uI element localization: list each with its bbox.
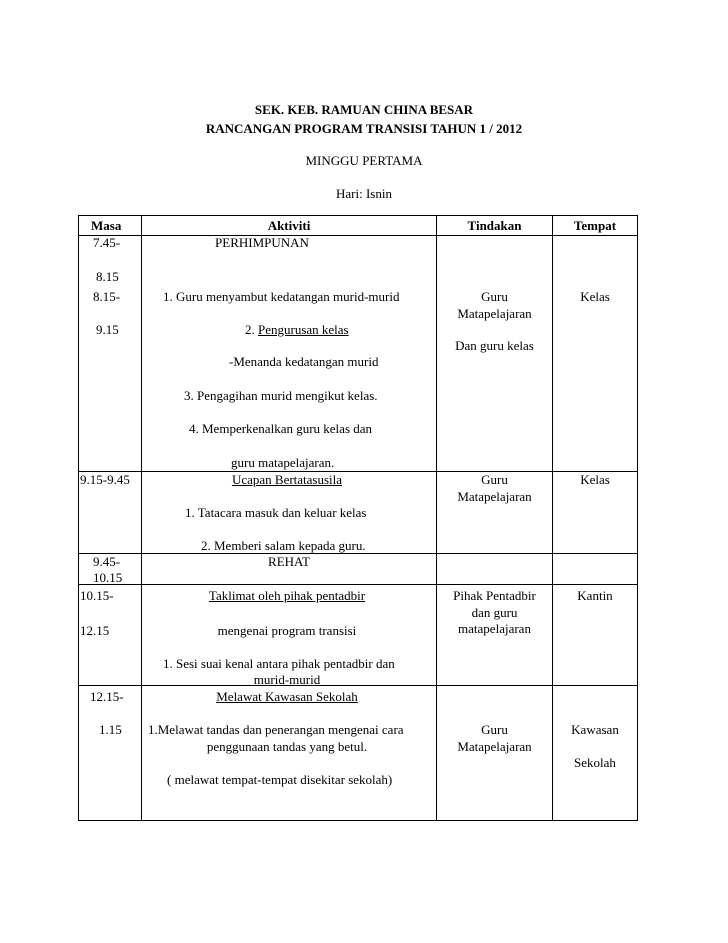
masa-start: 12.15- xyxy=(90,689,124,704)
masa-start: 8.15- xyxy=(93,289,121,304)
activity-line: 1. Guru menyambut kedatangan murid-murid xyxy=(163,289,400,304)
tempat-line: Kelas xyxy=(580,289,610,304)
tindakan-line: Matapelajaran xyxy=(457,306,532,321)
activity-line xyxy=(245,322,349,338)
masa-end: 9.15 xyxy=(96,322,119,337)
activity-heading: Melawat Kawasan Sekolah xyxy=(216,689,358,704)
masa-start: 9.45- xyxy=(93,554,121,569)
column-header-aktiviti: Aktiviti xyxy=(267,218,311,233)
activity-line: 4. Memperkenalkan guru kelas dan xyxy=(189,421,373,436)
activity-line: 1. Sesi suai kenal antara pihak pentadbir dan xyxy=(163,656,395,671)
tindakan-line: Guru xyxy=(481,722,508,737)
table-border-left xyxy=(78,215,79,821)
tempat-line: Kawasan xyxy=(571,722,619,737)
masa-end: 8.15 xyxy=(96,269,119,284)
column-header-masa: Masa xyxy=(91,218,122,233)
tindakan-line: Matapelajaran xyxy=(457,739,532,754)
activity-number: 2. xyxy=(245,322,258,337)
day-label: Hari: Isnin xyxy=(336,186,392,201)
activity-heading: Pengurusan kelas xyxy=(258,322,349,337)
tindakan-line: Dan guru kelas xyxy=(455,338,534,353)
tindakan-line: Guru xyxy=(481,289,508,304)
activity-line: penggunaan tandas yang betul. xyxy=(206,739,368,754)
week-label: MINGGU PERTAMA xyxy=(305,153,423,168)
program-title: RANCANGAN PROGRAM TRANSISI TAHUN 1 / 2012 xyxy=(205,121,523,136)
activity-title: REHAT xyxy=(268,554,310,569)
masa-start: 10.15- xyxy=(80,588,114,603)
activity-heading: Ucapan Bertatasusila xyxy=(231,472,343,487)
row-divider xyxy=(78,584,638,585)
masa-range: 9.15-9.45 xyxy=(80,472,130,487)
table-border-bottom xyxy=(78,820,638,821)
tindakan-line: dan guru xyxy=(471,605,518,620)
table-border-right xyxy=(637,215,638,821)
activity-line: 3. Pengagihan murid mengikut kelas. xyxy=(184,388,378,403)
tindakan-line: Guru xyxy=(481,472,508,487)
activity-line: guru matapelajaran. xyxy=(231,455,335,470)
tempat-line: Kantin xyxy=(577,588,613,603)
tindakan-line: Pihak Pentadbir xyxy=(453,588,536,603)
activity-line: ( melawat tempat-tempat disekitar sekolah) xyxy=(167,772,393,787)
activity-heading: Taklimat oleh pihak pentadbir xyxy=(208,588,366,603)
activity-line: 1.Melawat tandas dan penerangan mengenai cara xyxy=(148,722,404,737)
tempat-line: Sekolah xyxy=(574,755,616,770)
activity-line: mengenai program transisi xyxy=(217,623,357,638)
school-name: SEK. KEB. RAMUAN CHINA BESAR xyxy=(254,102,474,117)
activity-title: PERHIMPUNAN xyxy=(215,235,309,250)
masa-start: 7.45- xyxy=(93,235,121,250)
activity-line: -Menanda kedatangan murid xyxy=(229,354,379,369)
activity-line: 1. Tatacara masuk dan keluar kelas xyxy=(185,505,367,520)
column-header-tindakan: Tindakan xyxy=(467,218,522,233)
activity-line: 2. Memberi salam kepada guru. xyxy=(201,538,366,553)
tempat-line: Kelas xyxy=(580,472,610,487)
column-divider xyxy=(141,215,142,821)
activity-line: murid-murid xyxy=(253,672,321,687)
column-header-tempat: Tempat xyxy=(573,218,617,233)
tindakan-line: matapelajaran xyxy=(458,621,531,636)
masa-end: 12.15 xyxy=(80,623,110,638)
table-border-top xyxy=(78,215,638,216)
tindakan-line: Matapelajaran xyxy=(457,489,532,504)
masa-end: 1.15 xyxy=(99,722,122,737)
masa-end: 10.15 xyxy=(93,570,123,585)
